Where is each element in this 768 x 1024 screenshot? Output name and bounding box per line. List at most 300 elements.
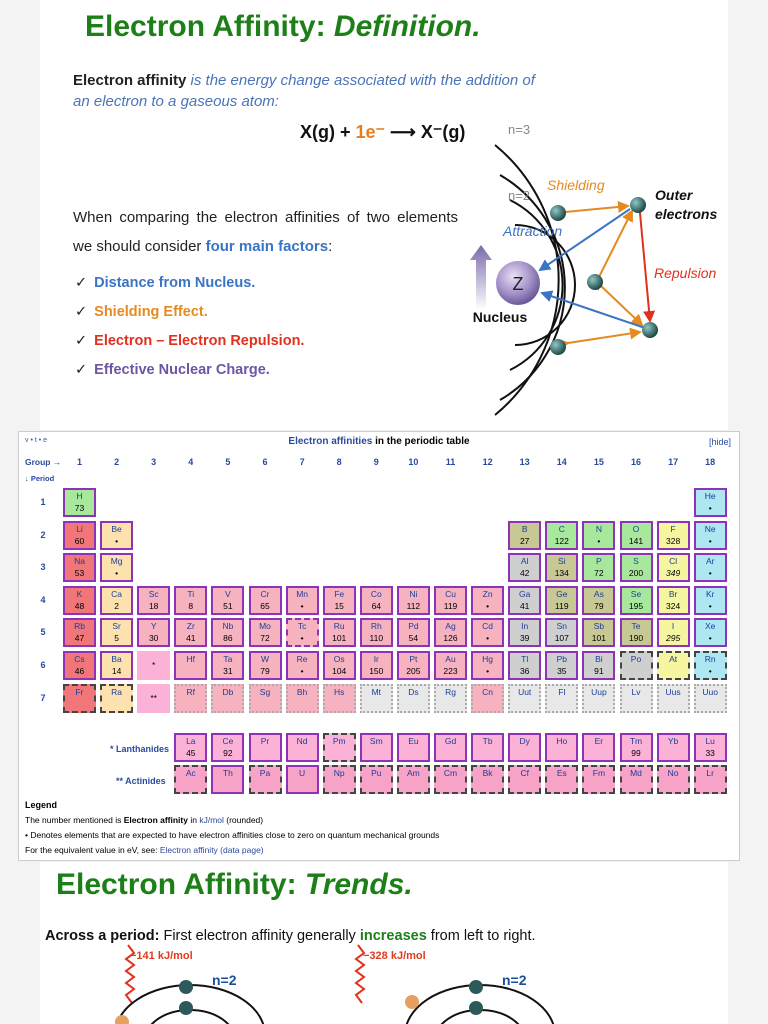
element-cell[interactable] (286, 684, 319, 713)
period-number: 2 (40, 529, 46, 540)
element-cell[interactable] (471, 765, 504, 794)
element-value: 126 (443, 633, 458, 644)
legend-title: Legend (25, 800, 58, 810)
element-cell[interactable] (100, 553, 133, 582)
element-cell[interactable] (211, 651, 244, 680)
element-cell[interactable] (137, 618, 170, 647)
element-cell[interactable] (286, 651, 319, 680)
element-symbol: Lr (706, 768, 714, 778)
check-icon: ✓ (75, 275, 88, 291)
trend-statement: Across a period: First electron affinity generally increases from left to right. (45, 928, 536, 944)
element-cell[interactable] (249, 651, 282, 680)
group-number: 12 (482, 457, 493, 467)
element-cell[interactable] (360, 733, 393, 762)
group-number: 4 (188, 457, 194, 467)
element-cell[interactable] (249, 586, 282, 615)
element-cell[interactable] (694, 684, 727, 713)
factor-distance: ✓ Distance from Nucleus. (75, 275, 256, 291)
element-symbol: Fr (75, 686, 84, 697)
element-value: 205 (406, 666, 421, 676)
element-value: 15 (334, 600, 344, 611)
element-symbol: * (152, 660, 156, 670)
element-symbol: U (299, 768, 306, 778)
element-cell[interactable] (657, 765, 690, 794)
element-symbol: Tc (297, 621, 307, 632)
element-symbol: Fe (334, 588, 345, 599)
element-cell[interactable] (63, 651, 96, 680)
equation: X(g) + 1e⁻ ⟶ X⁻(g) (300, 122, 466, 142)
element-value: 110 (369, 633, 384, 644)
element-symbol: Au (445, 654, 456, 664)
element-cell[interactable] (582, 733, 615, 762)
element-symbol: Uut (518, 686, 532, 697)
vte-links[interactable]: v • t • e (25, 437, 48, 444)
element-cell[interactable] (286, 586, 319, 615)
element-value: 119 (443, 600, 458, 611)
hide-link[interactable]: [hide] (708, 437, 731, 447)
period-number: 4 (40, 594, 46, 605)
element-value: 328 (666, 535, 681, 546)
element-symbol: Ni (409, 588, 418, 599)
element-symbol: Ac (185, 768, 196, 778)
element-cell[interactable] (582, 586, 615, 615)
element-symbol: Rf (186, 686, 196, 697)
element-cell[interactable] (508, 651, 541, 680)
definition-text: Electron affinity is the energy change associated with the addition of an electron to a gaseous atom: (73, 72, 535, 110)
element-cell[interactable] (545, 765, 578, 794)
element-symbol: Ar (705, 556, 715, 567)
element-cell[interactable] (397, 618, 430, 647)
element-cell[interactable] (545, 586, 578, 615)
element-symbol: Ti (187, 588, 195, 599)
element-symbol: Bk (482, 768, 493, 778)
period-number: 7 (40, 692, 46, 703)
element-cell[interactable] (471, 586, 504, 615)
element-symbol: F (670, 523, 676, 534)
element-cell[interactable] (211, 586, 244, 615)
element-symbol: Os (333, 654, 345, 664)
lanthanides-label: * Lanthanides (110, 744, 170, 754)
electron-icon (469, 1001, 483, 1015)
element-cell[interactable] (174, 733, 207, 762)
element-value: 101 (591, 633, 606, 644)
element-cell[interactable] (323, 733, 356, 762)
element-cell[interactable] (694, 521, 727, 550)
element-value: • (708, 600, 712, 611)
shielding-arrow-1 (565, 206, 628, 212)
element-cell[interactable] (657, 586, 690, 615)
element-value: 48 (74, 600, 85, 611)
electron-icon (179, 980, 193, 994)
element-symbol: Br (668, 588, 678, 599)
element-symbol: Uup (591, 686, 607, 697)
electron-icon (405, 995, 419, 1009)
element-symbol: Cm (443, 768, 458, 778)
element-symbol: Te (631, 621, 641, 632)
shielding-label: Shielding (547, 177, 605, 193)
element-symbol: Pm (332, 736, 346, 746)
period-number: 1 (40, 497, 46, 507)
element-symbol: Mn (296, 588, 308, 599)
element-symbol: C (558, 523, 565, 534)
element-cell[interactable] (471, 618, 504, 647)
check-icon: ✓ (75, 333, 88, 349)
element-cell[interactable] (508, 553, 541, 582)
element-value: 91 (594, 666, 604, 676)
element-symbol: O (632, 523, 640, 534)
element-cell[interactable] (657, 651, 690, 680)
factor-repulsion: ✓ Electron – Electron Repulsion. (75, 333, 305, 349)
element-cell[interactable] (63, 586, 96, 615)
element-cell[interactable] (508, 618, 541, 647)
element-symbol: Rg (445, 686, 456, 697)
element-cell[interactable] (211, 765, 244, 794)
element-symbol: Eu (408, 736, 419, 746)
element-cell[interactable] (545, 618, 578, 647)
element-cell[interactable] (434, 618, 467, 647)
element-symbol: Nb (222, 621, 234, 632)
element-symbol: Li (76, 523, 83, 534)
element-cell[interactable] (657, 618, 690, 647)
legend-line-3: For the equivalent value in eV, see: Electron affinity (data page) (25, 845, 264, 855)
element-symbol: Hs (333, 686, 345, 697)
element-symbol: W (260, 654, 270, 664)
element-value: 223 (443, 666, 458, 676)
element-symbol: Re (296, 654, 308, 664)
element-symbol: Pt (409, 654, 418, 664)
element-symbol: Ta (223, 654, 233, 664)
element-cell[interactable] (174, 765, 207, 794)
element-value: 141 (628, 535, 644, 546)
element-cell[interactable] (434, 765, 467, 794)
element-cell[interactable] (137, 586, 170, 615)
element-symbol: Ir (373, 654, 379, 664)
group-number: 17 (668, 457, 679, 467)
element-cell[interactable] (211, 618, 244, 647)
element-symbol: Nd (296, 736, 308, 746)
element-cell[interactable] (323, 651, 356, 680)
element-symbol: Gd (444, 736, 457, 746)
element-cell[interactable] (249, 618, 282, 647)
element-cell[interactable] (582, 651, 615, 680)
element-value: 14 (111, 666, 122, 676)
element-cell[interactable] (471, 733, 504, 762)
element-symbol: In (521, 621, 529, 632)
element-value: • (708, 633, 712, 644)
element-symbol: Mg (110, 556, 123, 567)
element-cell[interactable] (249, 684, 282, 713)
element-symbol: Tl (521, 654, 529, 664)
element-cell[interactable] (657, 733, 690, 762)
kj-label-1: −141 kJ/mol (130, 950, 193, 962)
element-value: 8 (188, 600, 194, 611)
element-symbol: Ag (445, 621, 456, 632)
element-cell[interactable] (360, 618, 393, 647)
element-cell[interactable] (397, 765, 430, 794)
element-symbol: S (633, 556, 639, 567)
element-cell[interactable] (620, 586, 653, 615)
element-value: • (486, 633, 490, 644)
element-symbol: P (596, 556, 602, 567)
element-value: 134 (554, 568, 569, 579)
element-symbol: Sc (148, 588, 159, 599)
element-value: 51 (223, 600, 233, 611)
element-symbol: La (186, 736, 196, 746)
factors-intro: When comparing the electron affinities of two elements we should consider four main factors: (73, 209, 458, 255)
element-symbol: Ca (111, 588, 123, 599)
element-symbol: Er (594, 736, 604, 746)
element-cell[interactable] (657, 521, 690, 550)
element-value: • (300, 666, 304, 676)
element-symbol: Rh (370, 621, 382, 632)
element-value: 33 (705, 748, 715, 758)
element-cell[interactable] (694, 618, 727, 647)
element-symbol: Cl (669, 556, 678, 567)
element-symbol: Ce (222, 736, 234, 746)
element-cell[interactable] (63, 521, 96, 550)
element-cell[interactable] (174, 684, 207, 713)
element-cell[interactable] (434, 733, 467, 762)
element-symbol: Tb (482, 736, 493, 746)
element-value: 104 (332, 666, 347, 676)
group-number: 18 (705, 457, 716, 467)
element-cell[interactable] (137, 684, 170, 713)
element-value: 119 (555, 600, 569, 611)
element-symbol: Hf (186, 654, 196, 664)
electron-icon (115, 1015, 129, 1024)
element-cell[interactable] (694, 765, 727, 794)
element-cell[interactable] (100, 586, 133, 615)
element-value: • (115, 568, 119, 579)
element-symbol: Lu (705, 736, 715, 746)
element-symbol: Kr (705, 588, 715, 599)
element-value: 72 (594, 568, 604, 579)
element-cell[interactable] (397, 684, 430, 713)
element-value: 18 (148, 600, 159, 611)
element-cell[interactable] (286, 733, 319, 762)
element-cell[interactable] (694, 733, 727, 762)
element-cell[interactable] (434, 586, 467, 615)
element-value: • (708, 568, 712, 579)
element-cell[interactable] (360, 765, 393, 794)
element-symbol: V (225, 588, 231, 599)
element-cell[interactable] (545, 733, 578, 762)
element-value: 200 (628, 568, 644, 579)
period-number: 3 (40, 562, 46, 573)
element-cell[interactable] (545, 651, 578, 680)
element-value: 324 (666, 600, 681, 611)
element-symbol: N (595, 523, 602, 534)
element-cell[interactable] (137, 651, 170, 680)
element-value: 46 (74, 666, 85, 676)
element-symbol: Mt (371, 686, 382, 697)
element-value: 5 (114, 633, 119, 644)
element-cell[interactable] (323, 618, 356, 647)
element-value: 30 (148, 633, 159, 644)
element-cell[interactable] (360, 684, 393, 713)
element-cell[interactable] (360, 586, 393, 615)
element-cell[interactable] (286, 618, 319, 647)
electron-icon (630, 197, 646, 213)
element-symbol: Bi (595, 654, 603, 664)
element-cell[interactable] (323, 684, 356, 713)
element-symbol: Rb (74, 621, 85, 632)
element-symbol: Mo (259, 621, 271, 632)
element-cell[interactable] (63, 684, 96, 713)
n3-label: n=3 (508, 122, 531, 137)
element-cell[interactable] (471, 684, 504, 713)
element-value: 190 (628, 633, 644, 644)
element-value: 54 (408, 633, 419, 644)
element-cell[interactable] (620, 733, 653, 762)
element-value: 65 (260, 600, 270, 611)
n2-label-1: n=2 (212, 972, 237, 988)
group-number: 5 (225, 457, 231, 467)
factor-effective-charge: ✓ Effective Nuclear Charge. (75, 362, 270, 378)
element-cell[interactable] (620, 765, 653, 794)
element-value: 53 (74, 568, 85, 579)
element-symbol: Sn (556, 621, 567, 632)
element-value: 45 (186, 748, 196, 758)
element-cell[interactable] (434, 651, 467, 680)
element-cell[interactable] (323, 586, 356, 615)
element-cell[interactable] (63, 618, 96, 647)
check-icon: ✓ (75, 304, 88, 320)
element-symbol: Uus (665, 686, 681, 697)
element-symbol: Hg (482, 654, 494, 664)
group-number: 14 (556, 457, 567, 467)
element-cell[interactable] (545, 553, 578, 582)
element-symbol: Uuo (702, 686, 718, 697)
electron-icon (469, 980, 483, 994)
kj-label-2: −328 kJ/mol (363, 950, 426, 962)
element-symbol: Se (630, 588, 642, 599)
element-value: • (486, 666, 490, 676)
element-cell[interactable] (657, 553, 690, 582)
element-symbol: Pa (259, 768, 271, 778)
element-cell[interactable] (249, 733, 282, 762)
element-symbol: Es (556, 768, 567, 778)
element-cell[interactable] (694, 488, 727, 517)
element-cell[interactable] (360, 651, 393, 680)
element-cell[interactable] (100, 521, 133, 550)
element-cell[interactable] (620, 684, 653, 713)
element-cell[interactable] (582, 521, 615, 550)
nucleus-symbol: Z (512, 274, 524, 294)
element-cell[interactable] (397, 586, 430, 615)
element-cell[interactable] (471, 651, 504, 680)
element-value: • (597, 535, 601, 546)
element-cell[interactable] (508, 684, 541, 713)
element-cell[interactable] (657, 684, 690, 713)
element-value: • (300, 600, 304, 611)
element-value: 79 (260, 666, 270, 676)
group-number: 9 (373, 457, 379, 467)
element-cell[interactable] (508, 521, 541, 550)
element-symbol: He (704, 491, 716, 501)
element-value: 41 (186, 633, 196, 644)
element-cell[interactable] (100, 684, 133, 713)
electron-icon (587, 274, 603, 290)
element-cell[interactable] (434, 684, 467, 713)
element-symbol: Xe (704, 621, 716, 632)
element-symbol: Cs (74, 654, 85, 664)
element-value: 79 (594, 600, 604, 611)
element-symbol: Fm (592, 768, 606, 778)
element-cell[interactable] (694, 651, 727, 680)
element-cell[interactable] (582, 553, 615, 582)
element-symbol: Np (333, 768, 345, 778)
element-symbol: ** (150, 692, 157, 703)
element-cell[interactable] (582, 684, 615, 713)
element-cell[interactable] (545, 521, 578, 550)
element-cell[interactable] (100, 618, 133, 647)
element-cell[interactable] (100, 651, 133, 680)
element-symbol: K (76, 588, 83, 599)
element-value: 101 (332, 633, 347, 644)
element-cell[interactable] (174, 618, 207, 647)
element-symbol: Po (630, 654, 642, 664)
element-cell[interactable] (174, 651, 207, 680)
element-cell[interactable] (211, 733, 244, 762)
element-cell[interactable] (620, 651, 653, 680)
element-cell[interactable] (620, 618, 653, 647)
element-cell[interactable] (694, 553, 727, 582)
group-number: 6 (262, 457, 268, 467)
element-cell[interactable] (620, 553, 653, 582)
element-cell[interactable] (582, 618, 615, 647)
element-cell[interactable] (63, 488, 96, 517)
element-cell[interactable] (63, 553, 96, 582)
element-cell[interactable] (174, 586, 207, 615)
element-value: • (708, 535, 712, 546)
group-number: 3 (151, 457, 157, 467)
element-symbol: At (669, 654, 678, 664)
element-symbol: Tm (629, 736, 643, 746)
element-cell[interactable] (249, 765, 282, 794)
element-cell[interactable] (508, 765, 541, 794)
nucleus-label: Nucleus (472, 309, 528, 325)
element-symbol: Sb (593, 621, 605, 632)
element-cell[interactable] (582, 765, 615, 794)
element-value: • (708, 503, 712, 513)
element-symbol: B (521, 523, 528, 534)
up-arrow-icon (470, 245, 492, 310)
element-cell[interactable] (286, 765, 319, 794)
element-value: • (708, 666, 712, 676)
photon-icon (356, 945, 364, 1003)
element-symbol: Zr (186, 621, 195, 632)
table-caption: Electron affinities in the periodic table (288, 436, 470, 447)
repulsion-label: Repulsion (654, 265, 717, 281)
electron-affinity-table (18, 431, 740, 861)
element-cell[interactable] (397, 651, 430, 680)
element-symbol: Sr (112, 621, 121, 632)
element-symbol: Ho (556, 736, 568, 746)
element-cell[interactable] (508, 733, 541, 762)
element-cell[interactable] (620, 521, 653, 550)
element-cell[interactable] (545, 684, 578, 713)
element-cell[interactable] (397, 733, 430, 762)
element-cell[interactable] (211, 684, 244, 713)
element-cell[interactable] (323, 765, 356, 794)
element-cell[interactable] (694, 586, 727, 615)
element-cell[interactable] (508, 586, 541, 615)
electron-icon (550, 339, 566, 355)
group-number: 11 (445, 457, 456, 467)
element-value: 107 (554, 633, 569, 644)
element-value: 35 (557, 666, 567, 676)
